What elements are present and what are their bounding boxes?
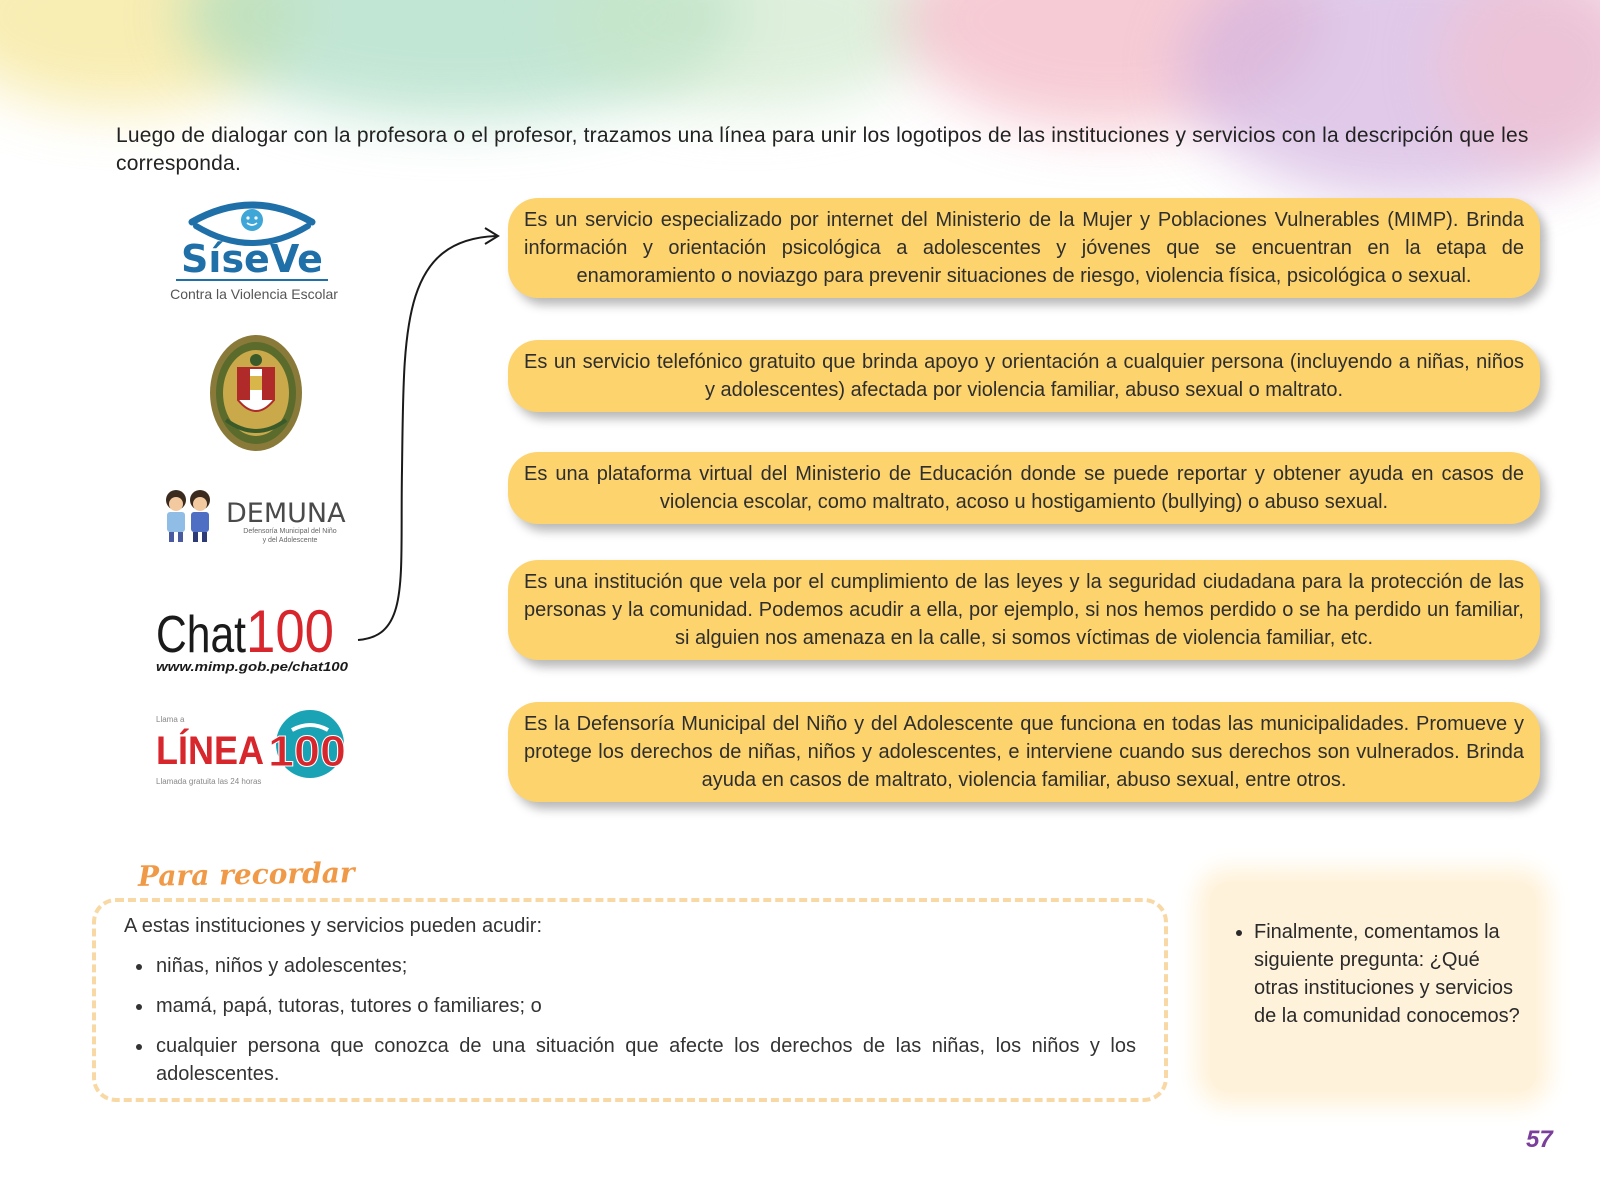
- svg-text:DEMUNA: DEMUNA: [226, 498, 346, 529]
- svg-text:SíseVe: SíseVe: [181, 237, 323, 281]
- svg-text:Defensoría Municipal del Niño: Defensoría Municipal del Niño: [243, 528, 337, 535]
- description-box-3[interactable]: Es una plataforma virtual del Ministerio de Educación donde se puede reportar y obtener ayuda en casos de violencia escolar, como maltrato, acoso u hostigamiento (bullying) o abuso sexual.: [508, 452, 1540, 524]
- svg-text:100: 100: [268, 727, 346, 776]
- discussion-note: [1210, 882, 1536, 1092]
- list-item: • niñas, niños y adolescentes;: [154, 952, 1136, 980]
- description-box-4[interactable]: Es una institución que vela por el cumplimiento de las leyes y la seguridad ciudadana para la protección de las personas y la comunidad. Podemos acudir a ella, por ejemplo, si nos hemos perdido o se ha perdido un familiar, si alguien nos amenaza en la calle, si somos víctimas de violencia familiar, etc.: [508, 560, 1540, 660]
- svg-text:LÍNEA: LÍNEA: [156, 729, 276, 773]
- para-recordar-title: Para recordar: [137, 856, 355, 893]
- intro-instruction: Luego de dialogar con la profesora o el profesor, trazamos una línea para unir los logotipos de las instituciones y servicios con la descripción que les corresponda.: [116, 124, 1529, 175]
- recordar-list: [124, 952, 1136, 1088]
- svg-text:Llamada gratuita las 24 horas: Llamada gratuita las 24 horas: [156, 777, 262, 786]
- svg-text:100: 100: [246, 598, 334, 665]
- list-item: • mamá, papá, tutoras, tutores o familiares; o: [154, 992, 1136, 1020]
- page-number: 57: [1526, 1126, 1553, 1153]
- description-box-2[interactable]: Es un servicio telefónico gratuito que brinda apoyo y orientación a cualquier persona (incluyendo a niñas, niños y adolescentes) afectada por violencia familiar, abuso sexual o maltrato.: [508, 340, 1540, 412]
- description-box-5[interactable]: Es la Defensoría Municipal del Niño y del Adolescente que funciona en todas las municipalidades. Promueve y protege los derechos de niñas, niños y adolescentes, e interviene cuando sus derechos son vulnerados. Brinda ayuda en casos de maltrato, violencia familiar, abuso sexual, entre otros.: [508, 702, 1540, 802]
- discussion-question: • Finalmente, comentamos la siguiente pregunta: ¿Qué otras instituciones y servicios de la comunidad conocemos?: [1254, 918, 1522, 1030]
- svg-text:Contra la Violencia Escolar: Contra la Violencia Escolar: [170, 286, 338, 302]
- recordar-lead: A estas instituciones y servicios pueden acudir:: [124, 915, 542, 937]
- svg-text:Llama a: Llama a: [156, 715, 185, 724]
- svg-text:y del Adolescente: y del Adolescente: [262, 537, 318, 544]
- para-recordar-box: [92, 898, 1168, 1102]
- svg-text:Chat: Chat: [156, 606, 247, 664]
- description-box-1[interactable]: Es un servicio especializado por internet del Ministerio de la Mujer y Poblaciones Vulnerables (MIMP). Brinda información y orientación psicológica a adolescentes y jóvenes que se encuentran en la etapa de enamoramiento o noviazgo para prevenir situaciones de riesgo, violencia física, psicológica o sexual.: [508, 198, 1540, 298]
- list-item: • cualquier persona que conozca de una situación que afecte los derechos de las niñas, los niños y los adolescentes.: [154, 1032, 1136, 1088]
- svg-text:www.mimp.gob.pe/chat100: www.mimp.gob.pe/chat100: [156, 659, 349, 674]
